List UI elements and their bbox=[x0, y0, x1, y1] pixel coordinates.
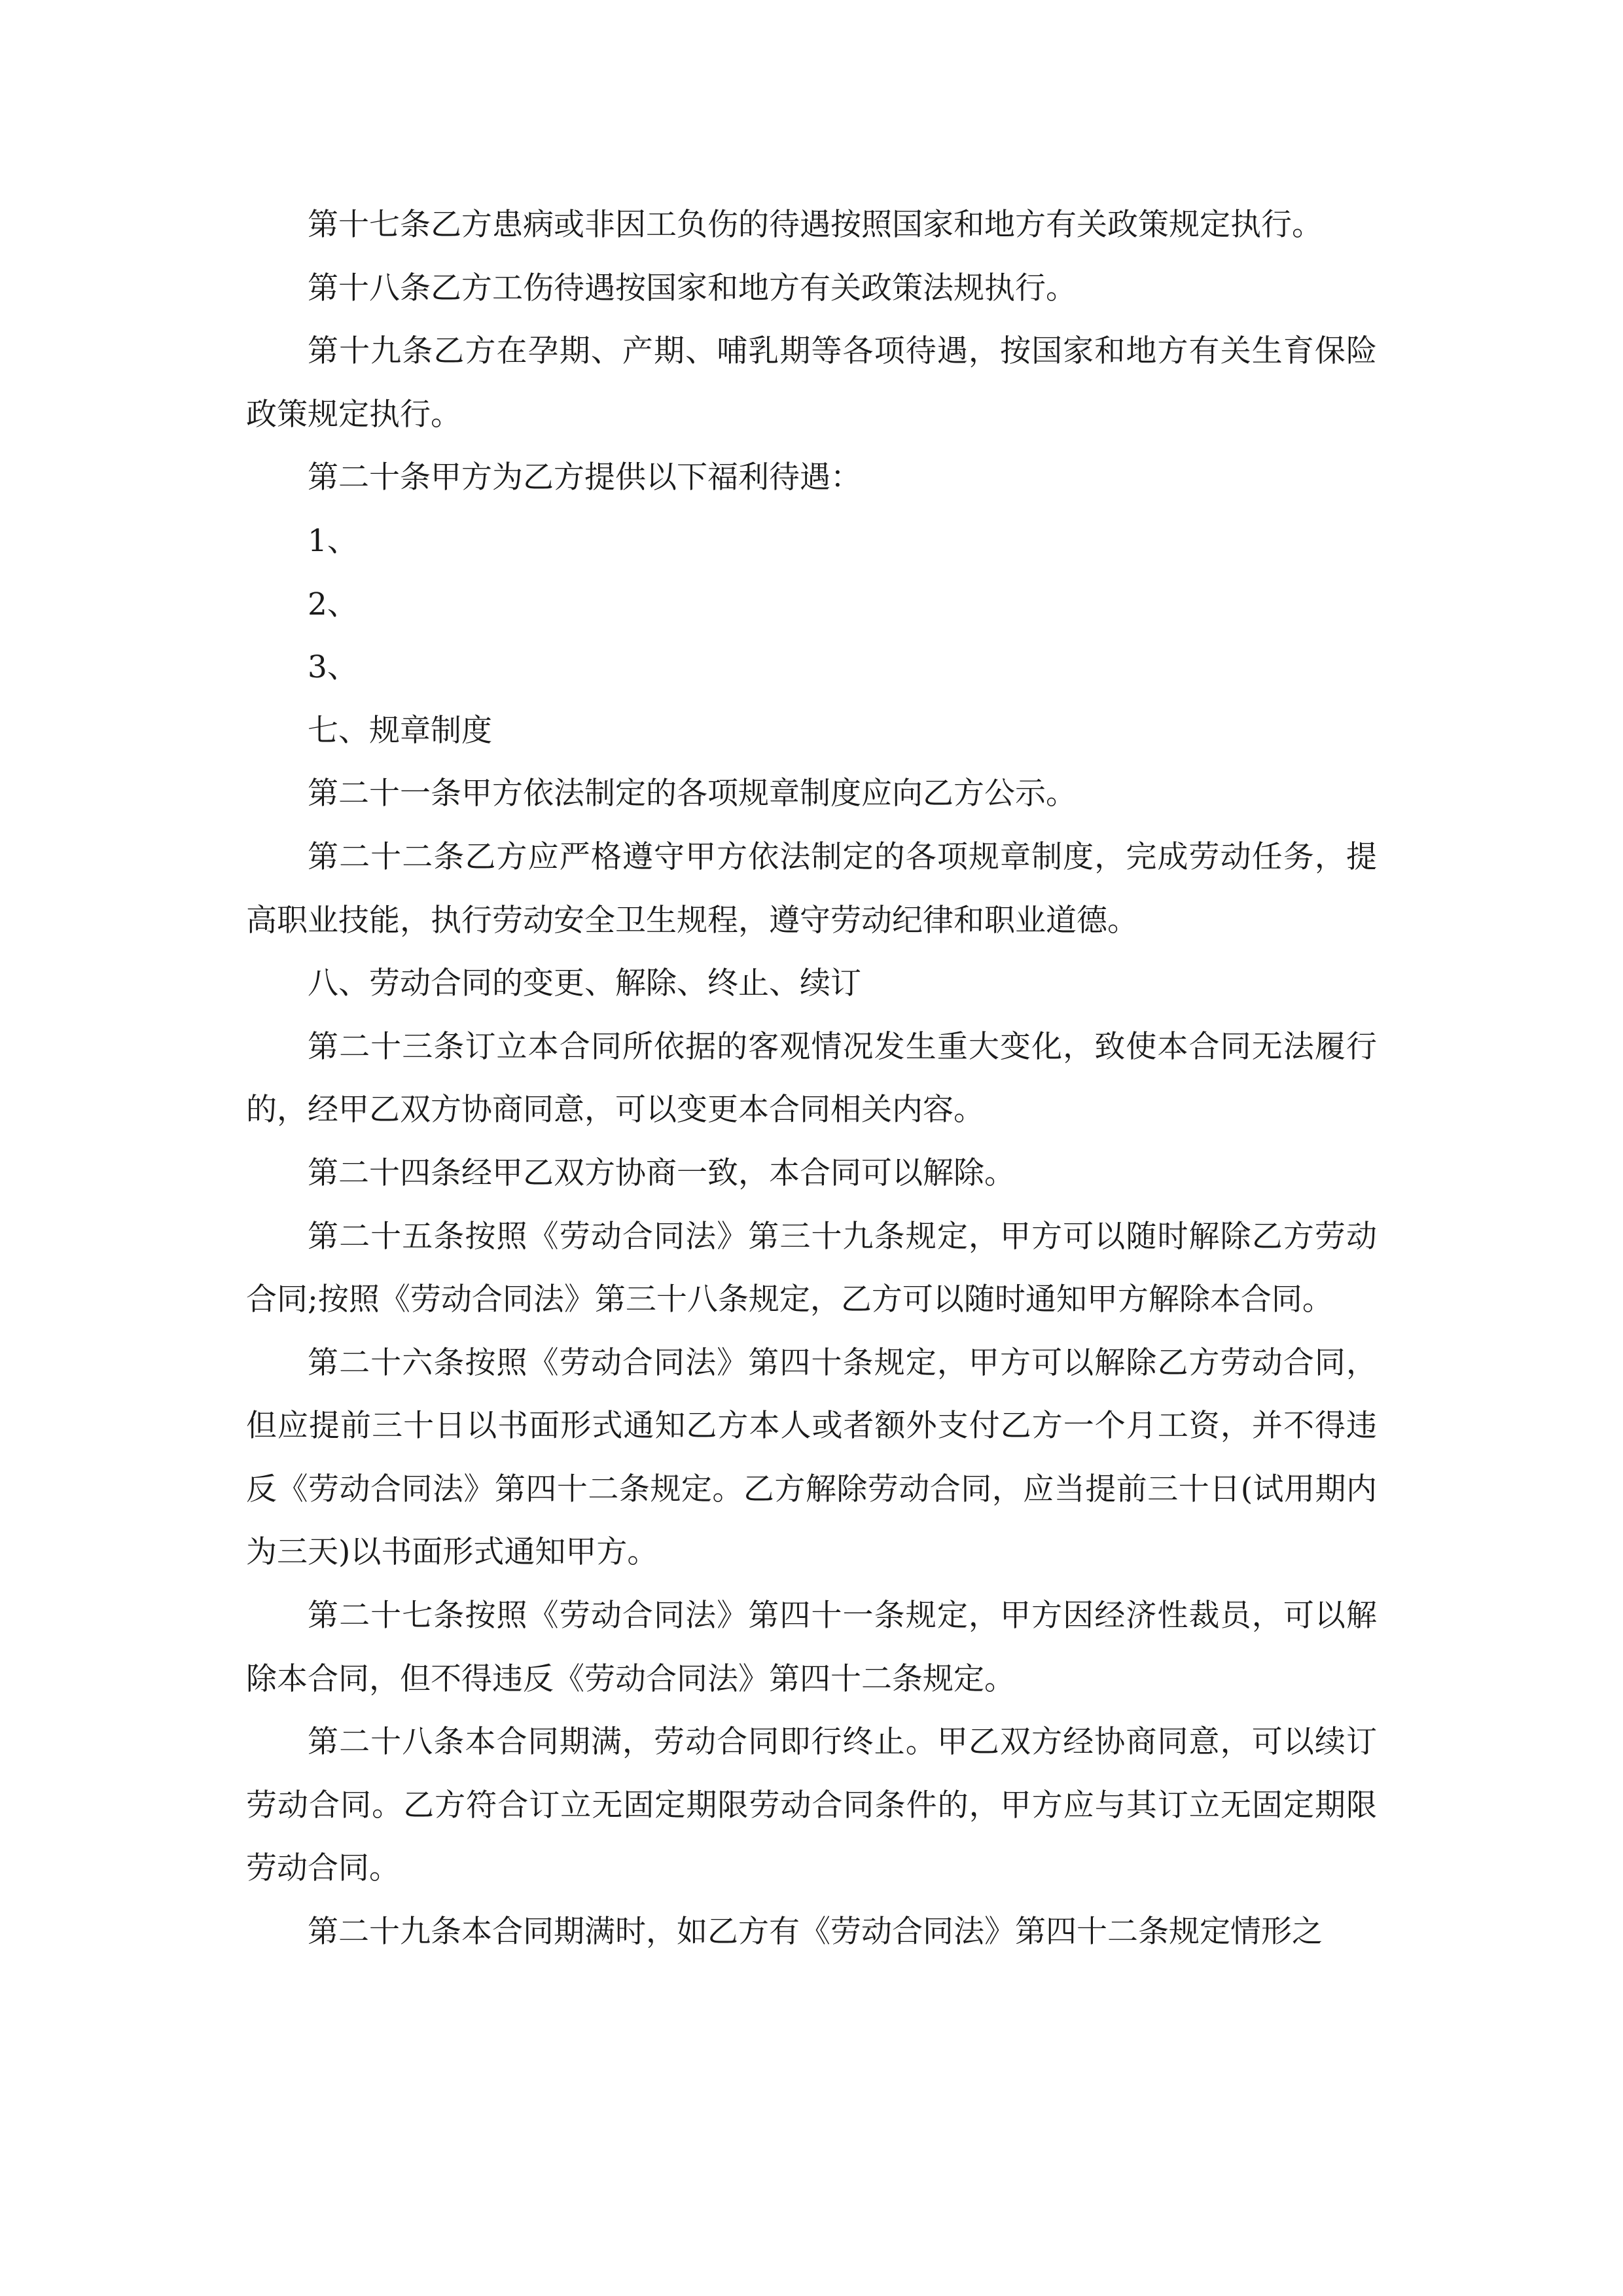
paragraph-article-25: 第二十五条按照《劳动合同法》第三十九条规定，甲方可以随时解除乙方劳动合同;按照《劳动合同法》第三十八条规定，乙方可以随时通知甲方解除本合同。 bbox=[246, 1218, 1377, 1318]
paragraph-article-27: 第二十七条按照《劳动合同法》第四十一条规定，甲方因经济性裁员，可以解除本合同，但不得违反《劳动合同法》第四十二条规定。 bbox=[246, 1598, 1377, 1697]
paragraph-article-19: 第十九条乙方在孕期、产期、哺乳期等各项待遇，按国家和地方有关生育保险政策规定执行。 bbox=[246, 333, 1377, 433]
section-heading-contract-changes: 八、劳动合同的变更、解除、终止、续订 bbox=[308, 965, 861, 1002]
document-body bbox=[246, 194, 1377, 1964]
paragraph-article-23: 第二十三条订立本合同所依据的客观情况发生重大变化，致使本合同无法履行的，经甲乙双方协商同意，可以变更本合同相关内容。 bbox=[246, 1028, 1377, 1128]
list-item-1: 1、 bbox=[308, 522, 358, 559]
paragraph-article-29: 第二十九条本合同期满时，如乙方有《劳动合同法》第四十二条规定情形之 bbox=[308, 1914, 1323, 1950]
paragraph-article-17: 第十七条乙方患病或非因工负伤的待遇按照国家和地方有关政策规定执行。 bbox=[308, 207, 1323, 243]
list-item-3: 3、 bbox=[308, 649, 358, 686]
paragraph-article-18: 第十八条乙方工伤待遇按国家和地方有关政策法规执行。 bbox=[308, 270, 1077, 306]
section-heading-rules: 七、规章制度 bbox=[308, 712, 492, 749]
paragraph-article-26: 第二十六条按照《劳动合同法》第四十条规定，甲方可以解除乙方劳动合同，但应提前三十日以书面形式通知乙方本人或者额外支付乙方一个月工资，并不得违反《劳动合同法》第四十二条规定。乙方解除劳动合同，应当提前三十日(试用期内为三天)以书面形式通知甲方。 bbox=[246, 1344, 1377, 1571]
paragraph-article-28: 第二十八条本合同期满，劳动合同即行终止。甲乙双方经协商同意，可以续订劳动合同。乙方符合订立无固定期限劳动合同条件的，甲方应与其订立无固定期限劳动合同。 bbox=[246, 1724, 1377, 1887]
paragraph-article-22: 第二十二条乙方应严格遵守甲方依法制定的各项规章制度，完成劳动任务，提高职业技能，执行劳动安全卫生规程，遵守劳动纪律和职业道德。 bbox=[246, 838, 1377, 939]
paragraph-article-20: 第二十条甲方为乙方提供以下福利待遇： bbox=[308, 459, 861, 496]
paragraph-article-21: 第二十一条甲方依法制定的各项规章制度应向乙方公示。 bbox=[308, 776, 1077, 812]
paragraph-article-24: 第二十四条经甲乙双方协商一致，本合同可以解除。 bbox=[308, 1155, 1015, 1191]
list-item-2: 2、 bbox=[308, 586, 358, 622]
